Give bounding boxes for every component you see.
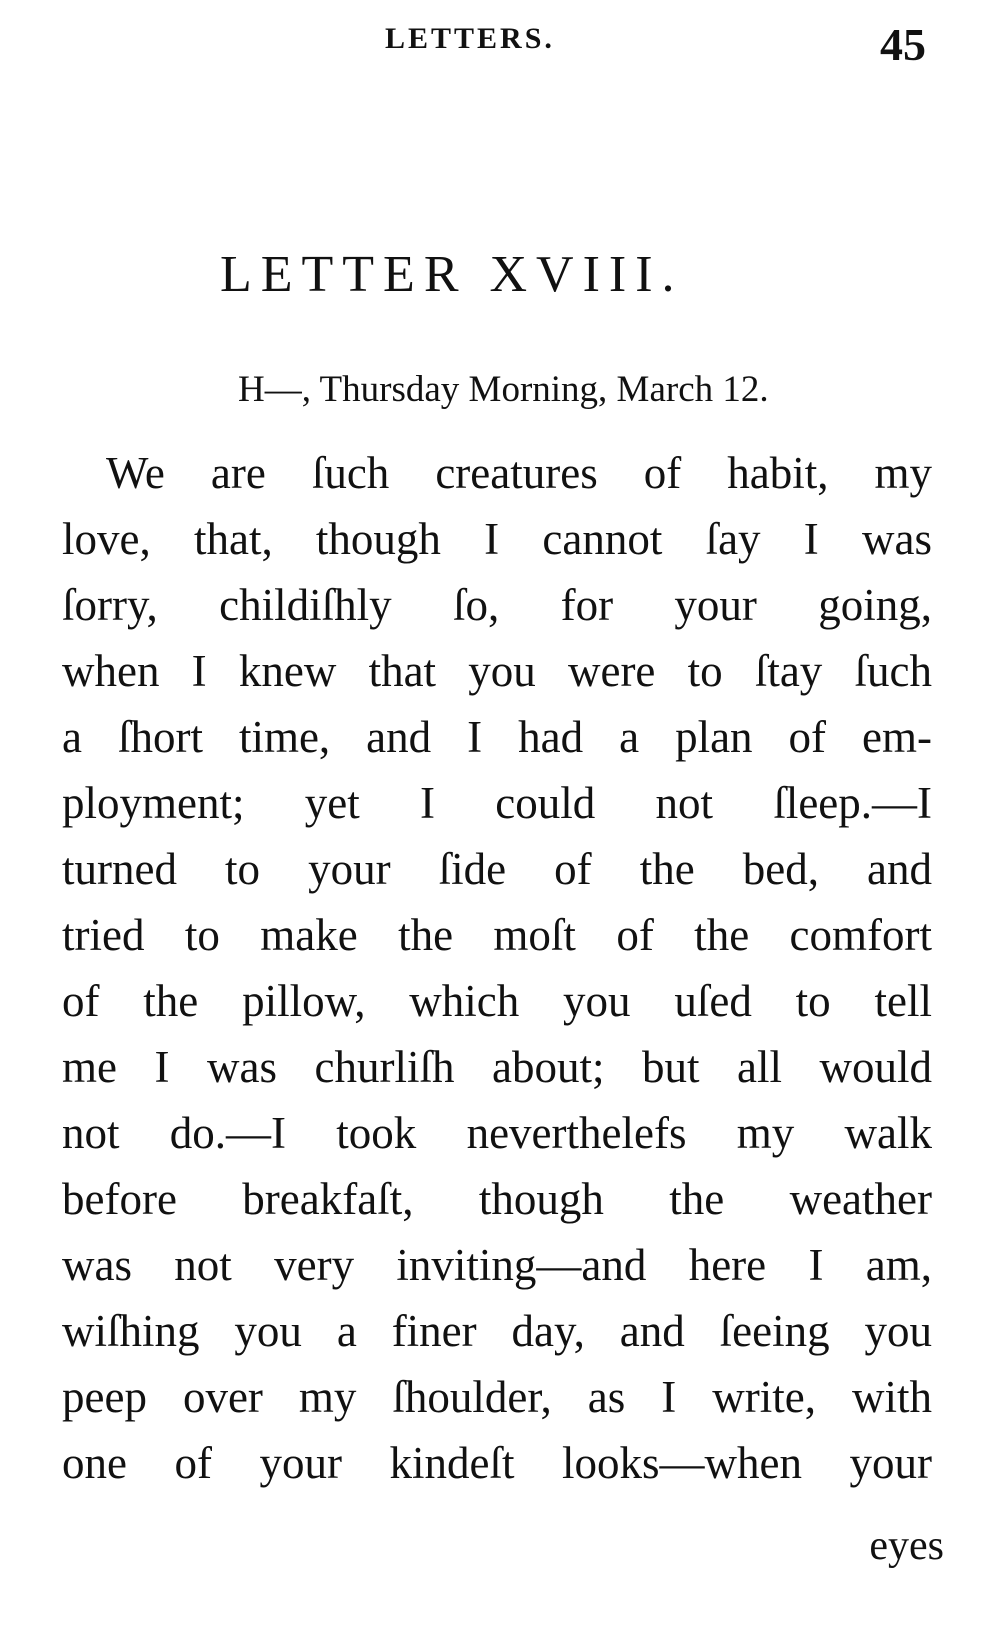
- letter-body: [62, 440, 932, 1496]
- body-line: turned to your ſide of the bed, and: [62, 844, 932, 894]
- letter-heading: LETTER XVIII.: [220, 246, 684, 303]
- body-line: when I knew that you were to ſtay ſuch: [62, 646, 932, 696]
- body-line: was not very inviting—and here I am,: [62, 1240, 932, 1290]
- running-head: LETTERS.: [385, 22, 555, 55]
- dateline: H—, Thursday Morning, March 12.: [238, 369, 769, 410]
- body-line: love, that, though I cannot ſay I was: [62, 514, 932, 564]
- page-number: 45: [880, 19, 926, 70]
- body-line: before breakfaſt, though the weather: [62, 1174, 932, 1224]
- body-line: peep over my ſhoulder, as I write, with: [62, 1372, 932, 1422]
- body-line: tried to make the moſt of the comfort: [62, 910, 932, 960]
- body-line: ployment; yet I could not ſleep.—I: [62, 778, 932, 828]
- body-line: of the pillow, which you uſed to tell: [62, 976, 932, 1026]
- body-line: We are ſuch creatures of habit, my: [106, 448, 932, 498]
- body-line: wiſhing you a finer day, and ſeeing you: [62, 1306, 932, 1356]
- body-line: not do.—I took neverthelefs my walk: [62, 1108, 932, 1158]
- body-line: a ſhort time, and I had a plan of em-: [62, 712, 932, 762]
- body-line: ſorry, childiſhly ſo, for your going,: [62, 580, 932, 630]
- catchword: eyes: [869, 1523, 944, 1569]
- body-line: one of your kindeſt looks—when your: [62, 1438, 932, 1488]
- body-line: me I was churliſh about; but all would: [62, 1042, 932, 1092]
